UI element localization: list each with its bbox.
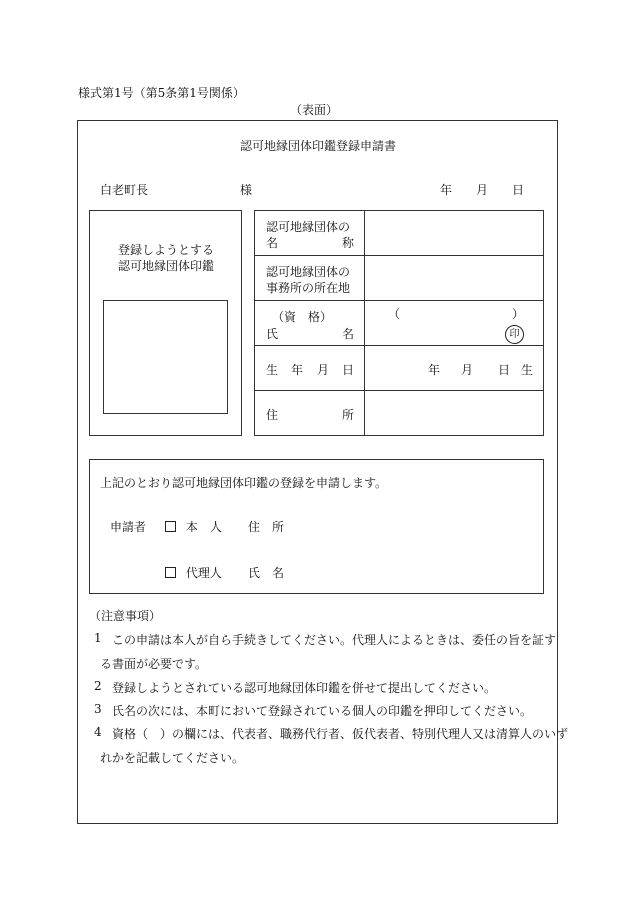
birth-year-label: 年 [428, 363, 441, 377]
birth-month-label: 月 [461, 363, 474, 377]
birth-day-label: 日 [498, 363, 511, 377]
seal-label-line2: 認可地縁団体印鑑 [118, 259, 215, 273]
option-agent[interactable] [165, 564, 222, 581]
name-field[interactable] [366, 322, 496, 344]
option-self[interactable] [165, 518, 222, 535]
office-address-field[interactable] [366, 257, 542, 299]
side-label: （表面） [290, 103, 339, 117]
org-name-field[interactable] [366, 212, 542, 254]
applicant-address-label: 住 所 [248, 520, 285, 534]
org-name-label-char-b: 称 [342, 236, 355, 250]
seal-label-line1: 登録しようとする [118, 243, 215, 257]
seal-impression-area[interactable] [103, 300, 228, 414]
date-year-label: 年 [440, 183, 453, 197]
option-self-label: 本 人 [185, 520, 222, 534]
date-day-label: 日 [512, 183, 525, 197]
note-text: 登録しようとされている認可地縁団体印鑑を併せて提出してください。 [112, 681, 497, 695]
birth-suffix-label: 生 [521, 363, 534, 377]
note-text: 資格（ ）の欄には、代表者、職務代行者、仮代表者、特別代理人又は清算人のいず [112, 727, 569, 741]
note-number: 3 [94, 702, 102, 716]
applicant-name-label: 氏 名 [248, 566, 285, 580]
addressee-honorific: 様 [240, 183, 253, 197]
note-number: 4 [94, 725, 102, 739]
table-row-divider [254, 390, 544, 391]
address-field[interactable] [366, 392, 542, 434]
note-number: 1 [94, 631, 102, 645]
form-title: 認可地縁団体印鑑登録申請書 [240, 139, 397, 153]
office-address-label-line2: 事務所の所在地 [266, 281, 351, 295]
note-number: 2 [94, 679, 102, 693]
birthdate-label-char-3: 月 [317, 363, 330, 377]
checkbox-self-icon[interactable] [165, 521, 176, 532]
qualification-label: （資 格） [272, 310, 333, 324]
table-row-divider [254, 255, 544, 256]
address-label-char-a: 住 [266, 408, 279, 422]
birthdate-label-char-4: 日 [342, 363, 355, 377]
note-text-continued: る書面が必要です。 [100, 657, 208, 671]
office-address-label-line1: 認可地縁団体の [266, 265, 351, 279]
option-agent-label: 代理人 [185, 566, 222, 580]
addressee-name: 白老町長 [100, 183, 149, 197]
qualification-paren-close: ） [512, 307, 525, 321]
date-month-label: 月 [476, 183, 489, 197]
request-statement: 上記のとおり認可地縁団体印鑑の登録を申請します。 [100, 476, 388, 490]
birthdate-label-char-1: 生 [266, 363, 279, 377]
org-name-label-char-a: 名 [266, 236, 279, 250]
table-column-divider [364, 210, 365, 436]
seal-mark-icon: 印 [505, 325, 524, 344]
notes-heading: （注意事項） [89, 609, 162, 623]
note-text: この申請は本人が自ら手続きしてください。代理人によるときは、委任の旨を証す [112, 633, 557, 647]
address-label-char-b: 所 [342, 408, 355, 422]
form-number: 様式第1号（第5条第1号関係） [78, 86, 245, 100]
name-label-char-b: 名 [342, 327, 355, 341]
table-row-divider [254, 345, 544, 346]
note-text: 氏名の次には、本町において登録されている個人の印鑑を押印してください。 [112, 704, 533, 718]
org-name-label-line1: 認可地縁団体の [266, 220, 351, 234]
qualification-paren-open: （ [388, 307, 401, 321]
checkbox-agent-icon[interactable] [165, 567, 176, 578]
name-label-char-a: 氏 [266, 327, 279, 341]
table-row-divider [254, 300, 544, 301]
birthdate-label-char-2: 年 [291, 363, 304, 377]
applicant-label: 申請者 [110, 520, 147, 534]
note-text-continued: れかを記載してください。 [100, 751, 245, 765]
